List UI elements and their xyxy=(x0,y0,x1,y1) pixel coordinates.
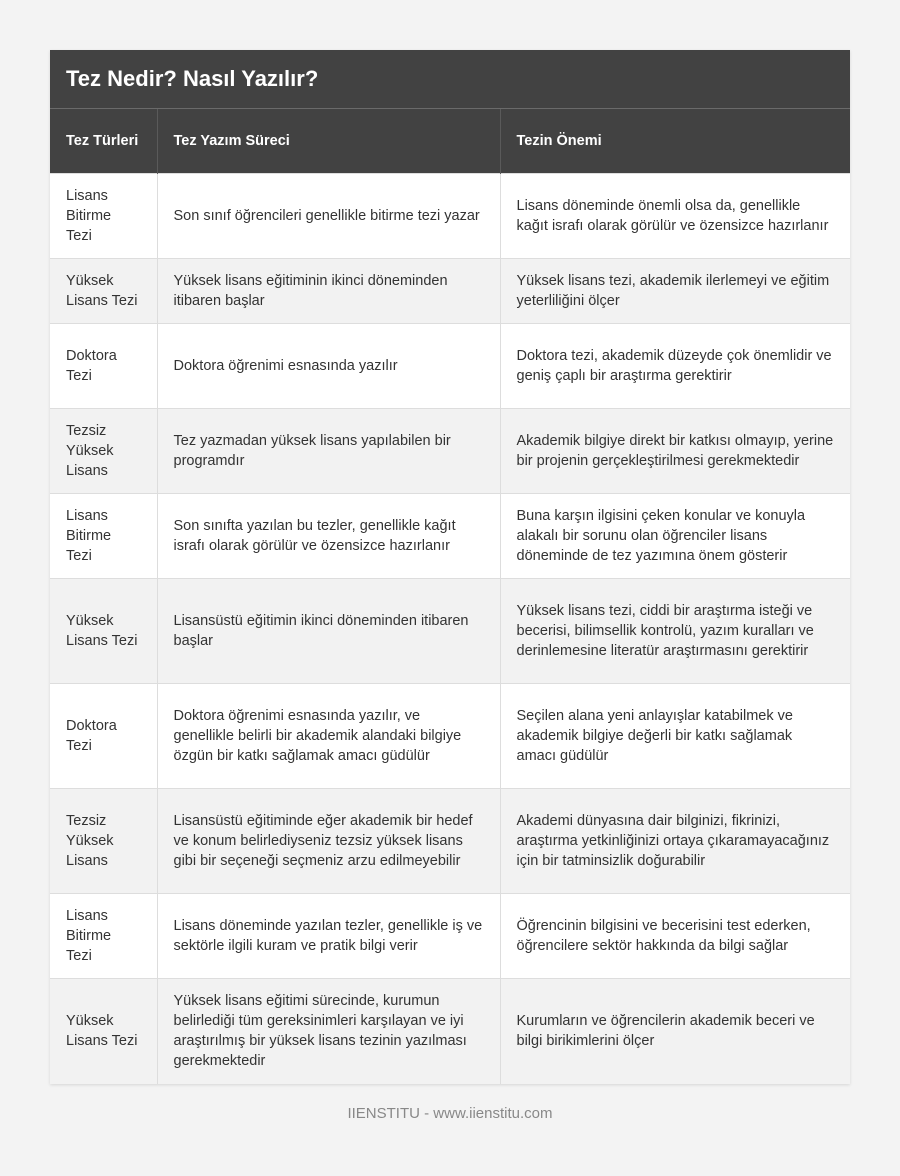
cell-process: Doktora öğrenimi esnasında yazılır, ve genellikle belirli bir akademik alandaki bilgiye özgün bir katkı sağlamak amacı güdülür xyxy=(157,684,500,789)
column-header-types: Tez Türleri xyxy=(50,109,157,174)
table-card xyxy=(50,50,850,1084)
cell-type: Tezsiz Yüksek Lisans xyxy=(50,789,157,894)
cell-type: Doktora Tezi xyxy=(50,684,157,789)
cell-process: Lisansüstü eğitimin ikinci döneminden itibaren başlar xyxy=(157,579,500,684)
page-title: Tez Nedir? Nasıl Yazılır? xyxy=(50,50,850,109)
cell-process: Son sınıfta yazılan bu tezler, genellikle kağıt israfı olarak görülür ve özensizce hazırlanır xyxy=(157,494,500,579)
table-row xyxy=(50,174,850,259)
table-row xyxy=(50,494,850,579)
cell-type: Lisans Bitirme Tezi xyxy=(50,494,157,579)
cell-type: Lisans Bitirme Tezi xyxy=(50,174,157,259)
cell-importance: Yüksek lisans tezi, akademik ilerlemeyi ve eğitim yeterliliğini ölçer xyxy=(500,259,850,324)
cell-process: Tez yazmadan yüksek lisans yapılabilen bir programdır xyxy=(157,409,500,494)
cell-type: Doktora Tezi xyxy=(50,324,157,409)
table-row xyxy=(50,979,850,1084)
cell-importance: Kurumların ve öğrencilerin akademik beceri ve bilgi birikimlerini ölçer xyxy=(500,979,850,1084)
cell-process: Son sınıf öğrencileri genellikle bitirme tezi yazar xyxy=(157,174,500,259)
column-header-importance: Tezin Önemi xyxy=(500,109,850,174)
table-row xyxy=(50,259,850,324)
cell-type: Yüksek Lisans Tezi xyxy=(50,579,157,684)
table-row xyxy=(50,684,850,789)
table-row xyxy=(50,409,850,494)
cell-process: Lisans döneminde yazılan tezler, genellikle iş ve sektörle ilgili kuram ve pratik bilgi verir xyxy=(157,894,500,979)
table-row xyxy=(50,894,850,979)
cell-importance: Akademik bilgiye direkt bir katkısı olmayıp, yerine bir projenin gerçekleştirilmesi gerekmektedir xyxy=(500,409,850,494)
cell-process: Doktora öğrenimi esnasında yazılır xyxy=(157,324,500,409)
cell-type: Yüksek Lisans Tezi xyxy=(50,979,157,1084)
footer-credit: IIENSTITU - www.iienstitu.com xyxy=(347,1105,553,1122)
cell-importance: Yüksek lisans tezi, ciddi bir araştırma isteği ve becerisi, bilimsellik kontrolü, yazım kuralları ve derinlemesine literatür araştırmasını gerektirir xyxy=(500,579,850,684)
cell-process: Lisansüstü eğitiminde eğer akademik bir hedef ve konum belirlediyseniz tezsiz yüksek lisans gibi bir seçeneği seçmeniz arzu edilmeyebilir xyxy=(157,789,500,894)
cell-type: Lisans Bitirme Tezi xyxy=(50,894,157,979)
thesis-table xyxy=(50,109,850,1084)
table-row xyxy=(50,579,850,684)
cell-importance: Doktora tezi, akademik düzeyde çok önemlidir ve geniş çaplı bir araştırma gerektirir xyxy=(500,324,850,409)
column-header-process: Tez Yazım Süreci xyxy=(157,109,500,174)
cell-importance: Öğrencinin bilgisini ve becerisini test ederken, öğrencilere sektör hakkında da bilgi sağlar xyxy=(500,894,850,979)
cell-importance: Buna karşın ilgisini çeken konular ve konuyla alakalı bir sorunu olan öğrenciler lisans döneminde de tez yazımına önem gösterir xyxy=(500,494,850,579)
table-row xyxy=(50,324,850,409)
cell-type: Tezsiz Yüksek Lisans xyxy=(50,409,157,494)
cell-importance: Seçilen alana yeni anlayışlar katabilmek ve akademik bilgiye değerli bir katkı sağlamak amacı güdülür xyxy=(500,684,850,789)
table-row xyxy=(50,789,850,894)
cell-importance: Akademi dünyasına dair bilginizi, fikrinizi, araştırma yetkinliğinizi ortaya çıkaramayacağınız için bir tatminsizlik doğurabilir xyxy=(500,789,850,894)
cell-process: Yüksek lisans eğitimi sürecinde, kurumun belirlediği tüm gereksinimleri karşılayan ve iyi araştırılmış bir yüksek lisans tezinin yazılması gerekmektedir xyxy=(157,979,500,1084)
cell-type: Yüksek Lisans Tezi xyxy=(50,259,157,324)
cell-importance: Lisans döneminde önemli olsa da, genellikle kağıt israfı olarak görülür ve özensizce hazırlanır xyxy=(500,174,850,259)
cell-process: Yüksek lisans eğitiminin ikinci döneminden itibaren başlar xyxy=(157,259,500,324)
table-header-row xyxy=(50,109,850,174)
